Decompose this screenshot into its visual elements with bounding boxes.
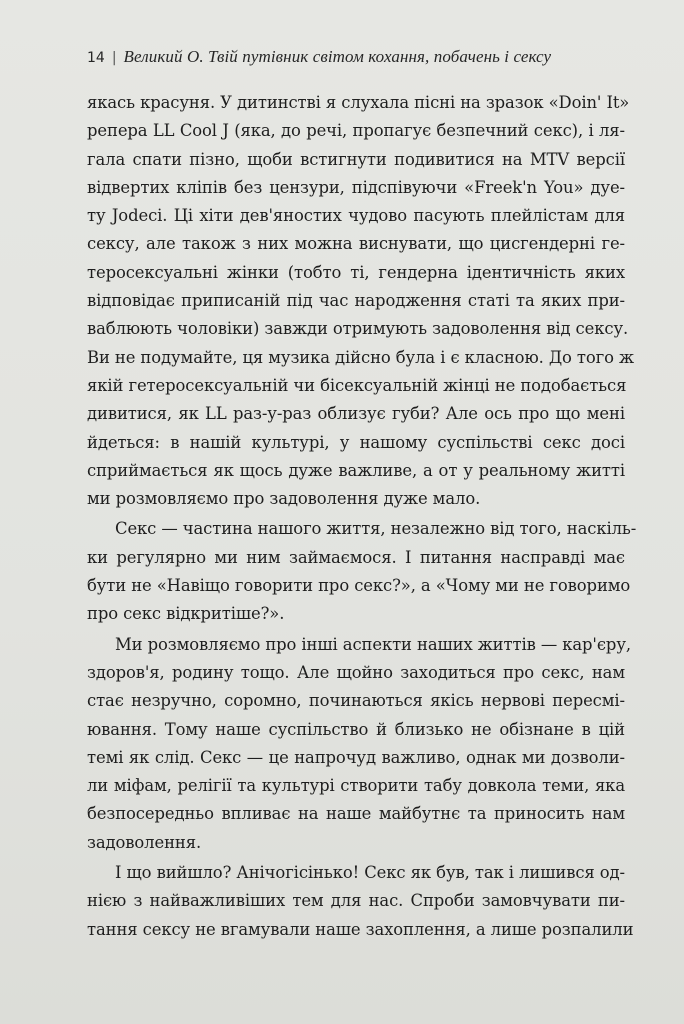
paragraph-2 — [87, 515, 637, 628]
text-line: дивитися, як LL раз-у-раз облизує губи? Але ось про що мені — [87, 404, 625, 424]
text-line: сексу, але також з них можна виснувати, що цисгендерні ге- — [87, 234, 625, 254]
running-head — [87, 47, 551, 68]
page-number: 14 — [87, 50, 105, 66]
text-line: нією з найважливіших тем для нас. Спроби замовчувати пи- — [87, 891, 625, 911]
text-line: бути не «Навіщо говорити про секс?», а «Чому ми не говоримо — [87, 576, 631, 596]
text-line: здоров'я, родину тощо. Але щойно заходиться про секс, нам — [87, 662, 625, 682]
text-line: І що вийшло? Анічогісінько! Секс як був, так і лишився од- — [115, 863, 625, 883]
text-line: Ви не подумайте, ця музика дійсно була і є класною. До того ж — [87, 347, 635, 367]
text-line: якась красуня. У дитинстві я слухала пісні на зразок «Doin' It» — [87, 93, 630, 112]
header-separator: | — [111, 50, 117, 66]
text-line: гала спати пізно, щоби встигнути подивитися на MTV версії — [87, 149, 625, 169]
text-line: сприймається як щось дуже важливе, а от у реальному житті — [87, 460, 625, 480]
paragraph-1 — [87, 89, 635, 513]
text-line: якій гетеросексуальній чи бісексуальній жінці не подобається — [87, 375, 627, 395]
text-line: ли міфам, релігії та культурі створити табу довкола теми, яка — [87, 776, 625, 796]
text-line: про секс відкритіше?». — [87, 604, 285, 624]
paragraph-4 — [87, 859, 634, 944]
text-line: Ми розмовляємо про інші аспекти наших життів — кар'єру, — [115, 634, 631, 654]
body-text — [87, 89, 637, 946]
text-line: йдеться: в нашій культурі, у нашому суспільстві секс досі — [87, 432, 625, 452]
text-line: Секс — частина нашого життя, незалежно від того, наскіль- — [115, 519, 637, 539]
text-line: ювання. Тому наше суспільство й близько не обізнане в цій — [87, 719, 625, 739]
text-line: ту Jodeci. Ці хіти дев'яностих чудово пасують плейлістам для — [87, 206, 625, 226]
text-line: відповідає приписаній під час народження статі та яких при- — [87, 291, 625, 311]
paragraph-3 — [87, 631, 631, 857]
text-line: тання сексу не вгамували наше захоплення, а лише розпалили — [87, 919, 634, 939]
text-line: задоволення. — [87, 832, 202, 852]
text-line: ваблюють чоловіки) завжди отримують задоволення від сексу. — [87, 319, 629, 339]
text-line: темі як слід. Секс — це напрочуд важливо, однак ми дозволи- — [87, 747, 625, 767]
text-line: стає незручно, соромно, починаються якісь нервові пересмі- — [87, 691, 625, 711]
text-line: безпосередньо впливає на наше майбутнє та приносить нам — [87, 804, 625, 824]
text-line: ки регулярно ми ним займаємося. І питання насправді має — [87, 547, 625, 567]
text-line: теросексуальні жінки (тобто ті, гендерна ідентичність яких — [87, 262, 625, 282]
text-line: ми розмовляємо про задоволення дуже мало. — [87, 489, 481, 509]
text-line: репера LL Cool J (яка, до речі, пропагує безпечний секс), і ля- — [87, 121, 625, 141]
book-title: Великий О. Твій путівник світом кохання, побачень і сексу — [123, 47, 552, 66]
text-line: відвертих кліпів без цензури, підспівуючи «Freek'n You» дуе- — [87, 177, 625, 197]
